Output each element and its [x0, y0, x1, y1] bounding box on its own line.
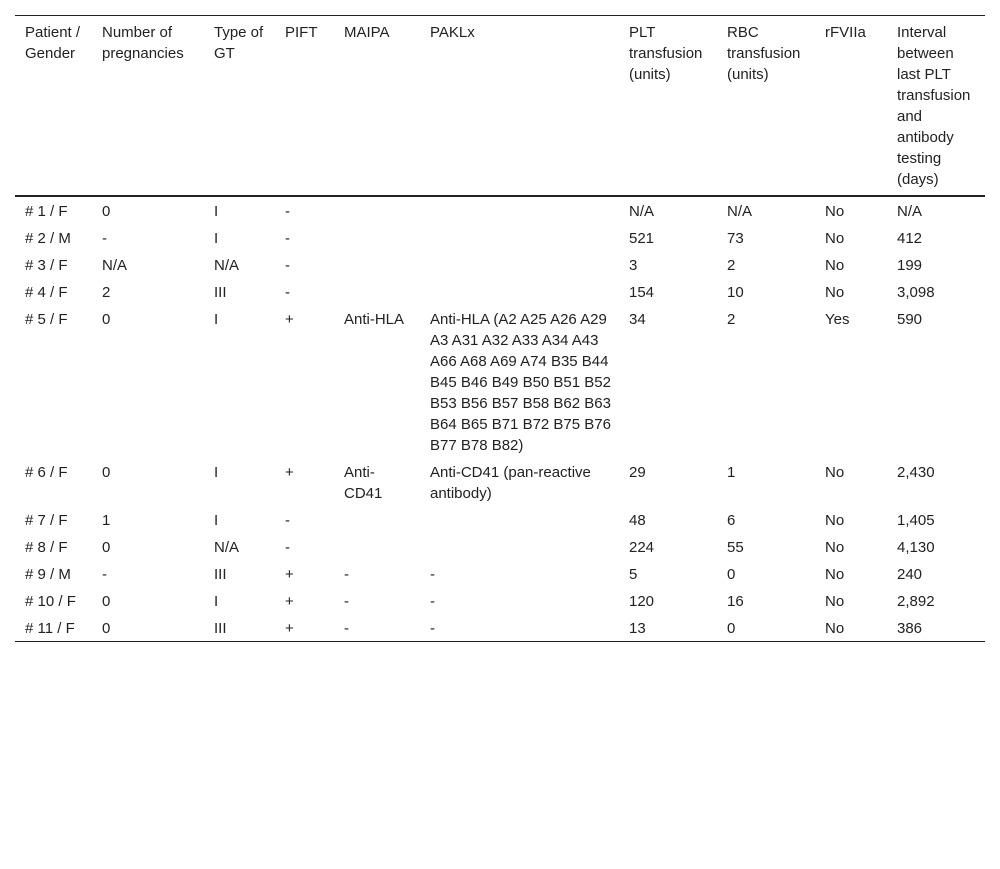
- pregnancies-cell: -: [102, 230, 107, 247]
- patient-gender-cell: # 8 / F: [25, 539, 68, 556]
- rbc-transfusion-cell: 2: [727, 257, 736, 274]
- interval-cell: 590: [897, 311, 923, 328]
- maipa-cell: [334, 196, 420, 224]
- header-patient-gender: Patient / Gender: [25, 24, 81, 62]
- interval-cell: 412: [897, 230, 923, 247]
- interval-cell: 4,130: [897, 539, 935, 556]
- patient-gender-cell: # 1 / F: [25, 203, 68, 220]
- header-interval: Interval between last PLT transfusion and antibody testing (days): [897, 24, 971, 188]
- rfviia-cell: No: [825, 257, 845, 274]
- paklx-cell: [420, 224, 619, 251]
- pregnancies-cell: 0: [102, 539, 111, 556]
- table-row: [15, 458, 985, 506]
- gt-type-cell: N/A: [214, 257, 240, 274]
- rbc-transfusion-cell: 10: [727, 284, 744, 301]
- pregnancies-cell: 0: [102, 464, 111, 481]
- header-rfviia: rFVIIa: [825, 24, 866, 41]
- pift-cell: -: [285, 284, 290, 301]
- rfviia-cell: Yes: [825, 311, 850, 328]
- maipa-cell: [334, 506, 420, 533]
- maipa-cell: [334, 278, 420, 305]
- pregnancies-cell: 0: [102, 620, 111, 637]
- table-header: [15, 16, 985, 197]
- patient-gender-cell: # 3 / F: [25, 257, 68, 274]
- patient-gender-cell: # 11 / F: [25, 620, 75, 637]
- rbc-transfusion-cell: 1: [727, 464, 736, 481]
- patient-gender-cell: # 4 / F: [25, 284, 68, 301]
- table-body: [15, 196, 985, 642]
- header-maipa: MAIPA: [344, 24, 390, 41]
- table-row: [15, 560, 985, 587]
- pift-cell: +: [285, 620, 294, 637]
- interval-cell: 240: [897, 566, 923, 583]
- plt-transfusion-cell: N/A: [629, 203, 655, 220]
- paklx-cell: [420, 251, 619, 278]
- maipa-cell: [334, 224, 420, 251]
- maipa-cell: Anti-CD41: [344, 464, 383, 502]
- pregnancies-cell: 0: [102, 593, 111, 610]
- paklx-cell: -: [430, 593, 435, 610]
- plt-transfusion-cell: 13: [629, 620, 646, 637]
- paklx-cell: Anti-HLA (A2 A25 A26 A29 A3 A31 A32 A33 A34 A43 A66 A68 A69 A74 B35 B44 B45 B46 B49 B50 B51 B52 B53 B56 B57 B58 B62 B63 B64 B65 B71 B72 B75 B76 B77 B78 B82): [430, 311, 611, 454]
- patient-gender-cell: # 2 / M: [25, 230, 71, 247]
- header-row: [15, 16, 985, 197]
- rfviia-cell: No: [825, 230, 845, 247]
- patient-gender-cell: # 10 / F: [25, 593, 76, 610]
- interval-cell: 2,892: [897, 593, 935, 610]
- pregnancies-cell: N/A: [102, 257, 128, 274]
- rbc-transfusion-cell: 0: [727, 620, 736, 637]
- rfviia-cell: No: [825, 620, 845, 637]
- interval-cell: 199: [897, 257, 923, 274]
- plt-transfusion-cell: 5: [629, 566, 638, 583]
- patient-gender-cell: # 7 / F: [25, 512, 68, 529]
- pift-cell: +: [285, 311, 294, 328]
- table-row: [15, 196, 985, 224]
- pift-cell: -: [285, 512, 290, 529]
- table-row: [15, 278, 985, 305]
- pregnancies-cell: 1: [102, 512, 111, 529]
- maipa-cell: -: [344, 593, 349, 610]
- rfviia-cell: No: [825, 284, 845, 301]
- gt-type-cell: III: [214, 620, 227, 637]
- paklx-cell: [420, 278, 619, 305]
- patient-gender-cell: # 6 / F: [25, 464, 68, 481]
- gt-type-cell: I: [214, 464, 219, 481]
- gt-type-cell: I: [214, 230, 219, 247]
- rfviia-cell: No: [825, 464, 845, 481]
- paklx-cell: [420, 533, 619, 560]
- pift-cell: +: [285, 566, 294, 583]
- rfviia-cell: No: [825, 593, 845, 610]
- maipa-cell: [334, 533, 420, 560]
- maipa-cell: -: [344, 620, 349, 637]
- plt-transfusion-cell: 3: [629, 257, 638, 274]
- rfviia-cell: No: [825, 203, 845, 220]
- rfviia-cell: No: [825, 566, 845, 583]
- header-type-of-gt: Type of GT: [214, 24, 264, 62]
- paklx-cell: [420, 506, 619, 533]
- table-row: [15, 506, 985, 533]
- interval-cell: 2,430: [897, 464, 935, 481]
- rbc-transfusion-cell: 55: [727, 539, 744, 556]
- paklx-cell: -: [430, 566, 435, 583]
- plt-transfusion-cell: 34: [629, 311, 646, 328]
- rbc-transfusion-cell: 16: [727, 593, 744, 610]
- plt-transfusion-cell: 521: [629, 230, 655, 247]
- patient-table: [15, 15, 985, 642]
- interval-cell: N/A: [897, 203, 923, 220]
- rbc-transfusion-cell: 2: [727, 311, 736, 328]
- table-row: [15, 587, 985, 614]
- table-row: [15, 224, 985, 251]
- maipa-cell: Anti-HLA: [344, 311, 405, 328]
- table-row: [15, 305, 985, 458]
- plt-transfusion-cell: 29: [629, 464, 646, 481]
- patient-gender-cell: # 9 / M: [25, 566, 71, 583]
- rfviia-cell: No: [825, 539, 845, 556]
- plt-transfusion-cell: 224: [629, 539, 655, 556]
- pift-cell: +: [285, 593, 294, 610]
- table-row: [15, 614, 985, 642]
- header-number-of-pregnancies: Number of pregnancies: [102, 24, 184, 62]
- pregnancies-cell: -: [102, 566, 107, 583]
- rbc-transfusion-cell: 0: [727, 566, 736, 583]
- rbc-transfusion-cell: N/A: [727, 203, 753, 220]
- paklx-cell: -: [430, 620, 435, 637]
- interval-cell: 1,405: [897, 512, 935, 529]
- gt-type-cell: III: [214, 566, 227, 583]
- maipa-cell: -: [344, 566, 349, 583]
- paklx-cell: Anti-CD41 (pan-reactive antibody): [430, 464, 591, 502]
- header-pift: PIFT: [285, 24, 318, 41]
- pift-cell: -: [285, 230, 290, 247]
- gt-type-cell: N/A: [214, 539, 240, 556]
- gt-type-cell: I: [214, 311, 219, 328]
- pift-cell: -: [285, 257, 290, 274]
- gt-type-cell: I: [214, 203, 219, 220]
- gt-type-cell: III: [214, 284, 227, 301]
- pregnancies-cell: 0: [102, 203, 111, 220]
- table-row: [15, 251, 985, 278]
- patient-gender-cell: # 5 / F: [25, 311, 68, 328]
- header-rbc-transfusion: RBC transfusion (units): [727, 24, 801, 83]
- gt-type-cell: I: [214, 593, 219, 610]
- header-plt-transfusion: PLT transfusion (units): [629, 24, 703, 83]
- maipa-cell: [334, 251, 420, 278]
- table-row: [15, 533, 985, 560]
- plt-transfusion-cell: 120: [629, 593, 655, 610]
- paklx-cell: [420, 196, 619, 224]
- rbc-transfusion-cell: 6: [727, 512, 736, 529]
- rfviia-cell: No: [825, 512, 845, 529]
- pregnancies-cell: 0: [102, 311, 111, 328]
- pift-cell: -: [285, 203, 290, 220]
- interval-cell: 3,098: [897, 284, 935, 301]
- pift-cell: -: [285, 539, 290, 556]
- header-paklx: PAKLx: [430, 24, 475, 41]
- plt-transfusion-cell: 154: [629, 284, 655, 301]
- plt-transfusion-cell: 48: [629, 512, 646, 529]
- gt-type-cell: I: [214, 512, 219, 529]
- interval-cell: 386: [897, 620, 923, 637]
- rbc-transfusion-cell: 73: [727, 230, 744, 247]
- pift-cell: +: [285, 464, 294, 481]
- pregnancies-cell: 2: [102, 284, 111, 301]
